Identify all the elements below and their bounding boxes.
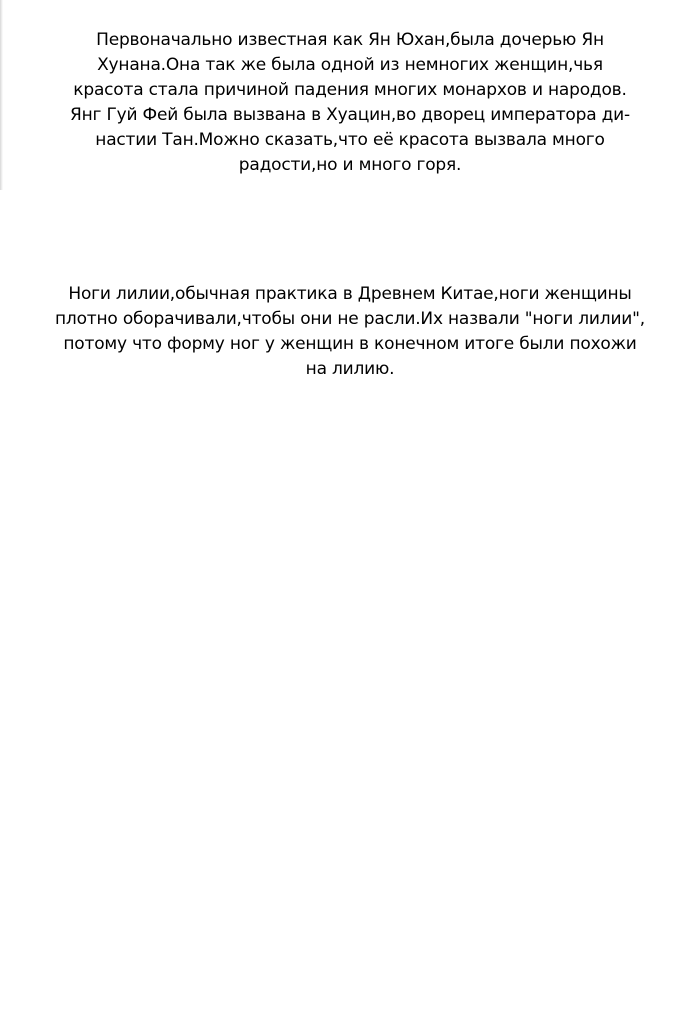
note-line: Первоначально известная как Ян Юхан,была дочерью Ян <box>96 30 604 50</box>
page-edge-shadow <box>0 0 3 190</box>
note-line: Ноги лилии,обычная практика в Древнем Китае,ноги женщины <box>68 284 632 304</box>
translator-note-lily-feet <box>20 282 680 382</box>
note-line: настии Тан.Можно сказать,что её красота вызвала много <box>95 130 605 150</box>
translator-note-yang-guifei <box>20 28 680 178</box>
note-line: Янг Гуй Фей была вызвана в Хуацин,во дворец императора ди- <box>70 105 630 125</box>
note-line: потому что форму ног у женщин в конечном итоге были похожи <box>63 334 637 354</box>
note-line: плотно оборачивали,чтобы они не расли.Их назвали "ноги лилии", <box>55 309 645 329</box>
note-line: радости,но и много горя. <box>238 155 462 175</box>
note-line: красота стала причиной падения многих монархов и народов. <box>73 80 627 100</box>
note-line: на лилию. <box>305 359 395 379</box>
note-line: Хунана.Она так же была одной из немногих женщин,чья <box>97 55 603 75</box>
